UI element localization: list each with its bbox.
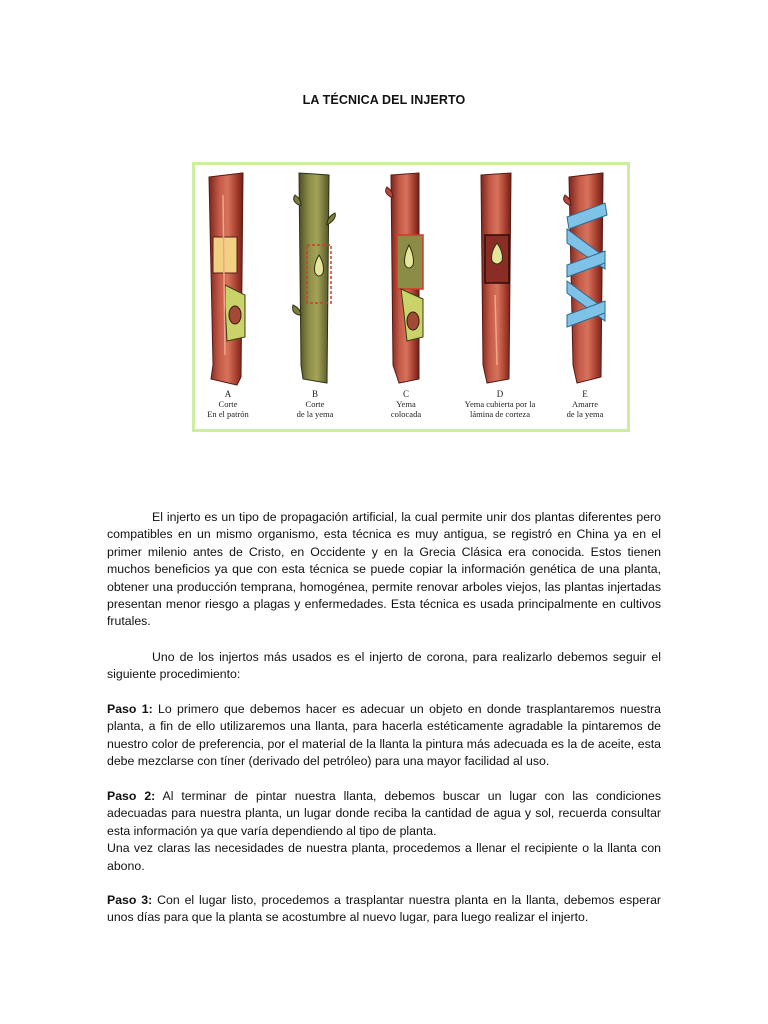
- caption-line: Corte: [218, 399, 238, 409]
- caption-line: colocada: [390, 409, 422, 419]
- caption-panel-a: [188, 389, 268, 419]
- stem-panel-c: [386, 173, 423, 383]
- caption-letter: B: [311, 389, 318, 399]
- step-2-text: Al terminar de pintar nuestra llanta, debemos buscar un lugar con las condiciones adecuadas para nuestra planta, un lugar donde reciba la cantidad de agua y sol, recuerda consultar esta información ya que varía dependiendo al tipo de planta.: [107, 789, 661, 838]
- stem-panel-d: [481, 173, 511, 383]
- step-3-label: Paso 3:: [107, 893, 153, 907]
- paragraph-step-1: [107, 701, 661, 771]
- caption-line: de la yema: [296, 409, 334, 419]
- caption-line: Yema cubierta por la: [464, 399, 536, 409]
- stem-panel-b: [293, 173, 336, 383]
- caption-line: Corte: [305, 399, 325, 409]
- paragraph-intro: El injerto es un tipo de propagación artificial, la cual permite unir dos plantas diferentes pero compatibles en un mismo organismo, esta técnica es muy antigua, se registró en China ya en el primer milenio antes de Cristo, en Occidente y en la Grecia Clásica era conocida. Estos tienen muchos beneficios ya que con esta técnica se puede copiar la información genética de una planta, obtener una producción temprana, homogénea, permite renovar arboles viejos, las plantas injertadas presentan menor riesgo a plagas y enfermedades. Esta técnica es usada principalmente en cultivos frutales.: [107, 510, 661, 629]
- page-title: LA TÉCNICA DEL INJERTO: [302, 93, 466, 107]
- caption-letter: D: [496, 389, 504, 399]
- stem-panel-e: [564, 173, 607, 383]
- caption-letter: E: [582, 389, 588, 399]
- caption-panel-b: [275, 389, 355, 419]
- caption-line: Amarre: [572, 399, 598, 409]
- step-2-label: Paso 2:: [107, 789, 156, 803]
- caption-letter: C: [402, 389, 409, 399]
- caption-letter: A: [224, 389, 232, 399]
- caption-line: lámina de corteza: [470, 409, 530, 419]
- step-1-label: Paso 1:: [107, 702, 153, 716]
- caption-panel-c: [366, 389, 446, 419]
- paragraph-procedure: Uno de los injertos más usados es el injerto de corona, para realizarlo debemos seguir el siguiente procedimiento:: [107, 650, 661, 682]
- step-3-text: Con el lugar listo, procedemos a trasplantar nuestra planta en la llanta, debemos esperar unos días para que la planta se acostumbre al nuevo lugar, para luego realizar el injerto.: [107, 893, 661, 925]
- caption-panel-e: [545, 389, 625, 419]
- step-1-text: Lo primero que debemos hacer es adecuar un objeto en donde trasplantaremos nuestra planta, a fin de ello utilizaremos una llanta, para hacerla estéticamente agradable la pintaremos de nuestro color de preferencia, por el material de la llanta la pintura más adecuada es la de aceite, esta debe mezclarse con tíner (derivado del petróleo) para una mayor facilidad al uso.: [107, 702, 661, 769]
- paragraph-step-3: [107, 892, 661, 927]
- grafting-figure: [192, 162, 630, 432]
- caption-panel-d: [454, 389, 546, 419]
- paragraph-step-2: [107, 788, 661, 875]
- step-2-continuation: Una vez claras las necesidades de nuestra planta, procedemos a llenar el recipiente o la llanta con abono.: [107, 841, 661, 873]
- caption-line: Yema: [396, 399, 416, 409]
- caption-line: En el patrón: [207, 409, 249, 419]
- caption-line: de la yema: [566, 409, 604, 419]
- stem-panel-a: [209, 173, 245, 385]
